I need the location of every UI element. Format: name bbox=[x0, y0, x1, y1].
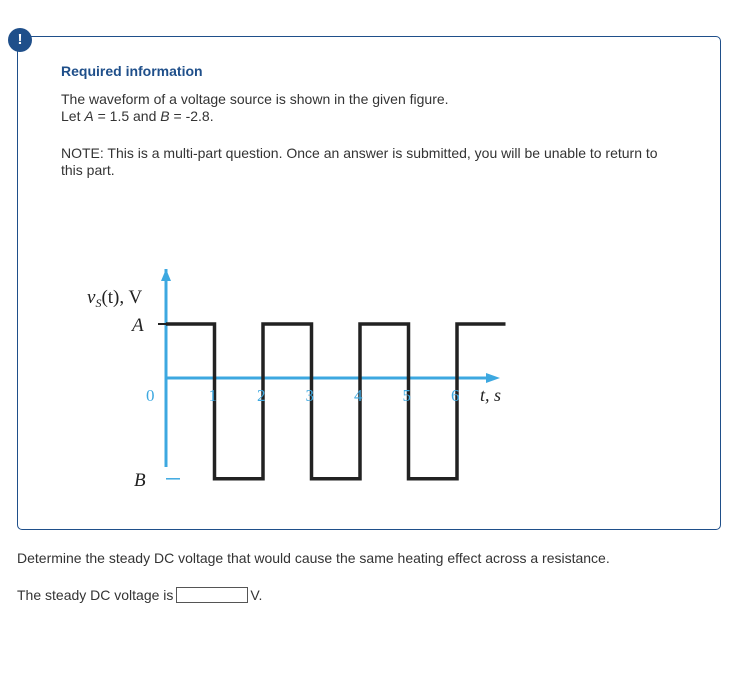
x-tick-label: 3 bbox=[305, 386, 314, 405]
y-axis-label-rest: (t), V bbox=[101, 287, 143, 308]
x-tick-label: 6 bbox=[451, 386, 460, 405]
dc-voltage-input[interactable] bbox=[176, 587, 248, 603]
answer-prefix: The steady DC voltage is bbox=[17, 587, 174, 603]
x-tick-label: 2 bbox=[257, 386, 266, 405]
x-tick-label: 1 bbox=[208, 386, 217, 405]
waveform-description: The waveform of a voltage source is shown in the given figure. bbox=[61, 91, 449, 107]
a-label: A bbox=[132, 315, 144, 336]
y-axis-label bbox=[87, 287, 143, 310]
required-information-card bbox=[17, 36, 721, 530]
zero-label: 0 bbox=[146, 386, 155, 405]
given-values bbox=[61, 108, 214, 125]
y-axis-arrow bbox=[161, 269, 171, 281]
b-symbol: B bbox=[160, 108, 170, 124]
x-tick-label: 5 bbox=[402, 386, 411, 405]
alert-icon: ! bbox=[8, 28, 32, 52]
b-value: = -2.8. bbox=[169, 108, 214, 124]
multi-part-note: NOTE: This is a multi-part question. Once an answer is submitted, you will be unable to return to this part. bbox=[61, 145, 658, 178]
question-prompt: Determine the steady DC voltage that would cause the same heating effect across a resistance. bbox=[17, 550, 610, 566]
b-label: B bbox=[134, 469, 146, 491]
a-value: = 1.5 and bbox=[93, 108, 161, 124]
x-axis-arrow bbox=[486, 373, 500, 383]
chart-root bbox=[87, 269, 506, 491]
card-heading: Required information bbox=[61, 63, 203, 79]
a-symbol: A bbox=[84, 108, 94, 124]
answer-row bbox=[17, 587, 262, 603]
answer-unit: V. bbox=[250, 587, 263, 603]
y-axis-label-sub: S bbox=[95, 296, 102, 310]
x-axis-label: t, s bbox=[480, 385, 502, 405]
y-axis-label-v: v bbox=[87, 287, 96, 308]
given-values-prefix: Let bbox=[61, 108, 85, 124]
waveform-figure bbox=[58, 237, 538, 491]
x-tick-label: 4 bbox=[354, 386, 363, 405]
